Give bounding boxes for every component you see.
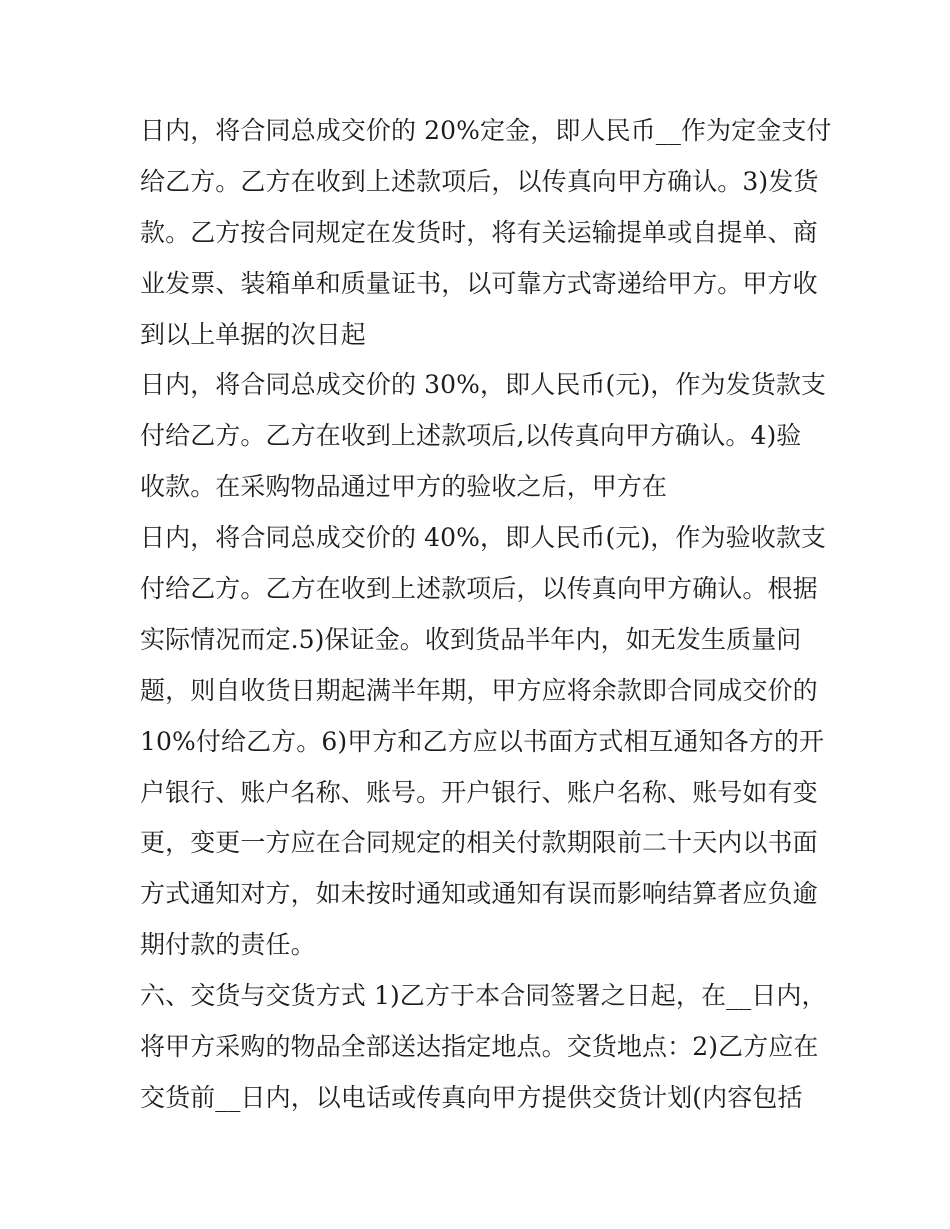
text-line: 将甲方采购的物品全部送达指定地点。交货地点：2)乙方应在 [140,1032,819,1062]
text-line: 实际情况而定.5)保证金。收到货品半年内，如无发生质量问 [140,624,802,654]
text-line: 日内，将合同总成交价的 40%，即人民币(元)，作为验收款支 [140,523,827,553]
text-line: 方式通知对方，如未按时通知或通知有误而影响结算者应负逾 [140,879,818,909]
text-line: 到以上单据的次日起 [140,319,366,349]
text-line: 户银行、账户名称、账号。开户银行、账户名称、账号如有变 [140,777,818,807]
text-line: 日内，将合同总成交价的 20%定金，即人民币__作为定金支付 [140,116,832,145]
text-line: 期付款的责任。 [140,930,316,960]
text-line: 收款。在采购物品通过甲方的验收之后，甲方在 [140,472,668,502]
text-line: 款。乙方按合同规定在发货时，将有关运输提单或自提单、商 [140,217,818,247]
text-line: 日内，将合同总成交价的 30%，即人民币(元)，作为发货款支 [140,370,827,400]
text-line: 付给乙方。乙方在收到上述款项后,以传真向甲方确认。4)验 [140,421,802,451]
text-line: 10%付给乙方。6)甲方和乙方应以书面方式相互通知各方的开 [140,726,825,756]
text-line: 交货前__日内，以电话或传真向甲方提供交货计划(内容包括 [140,1082,803,1112]
contract-text-body [140,106,830,1124]
text-line: 更，变更一方应在合同规定的相关付款期限前二十天内以书面 [140,828,818,858]
text-line: 给乙方。乙方在收到上述款项后，以传真向甲方确认。3)发货 [140,166,819,196]
text-line: 付给乙方。乙方在收到上述款项后，以传真向甲方确认。根据 [140,574,818,604]
text-line: 题，则自收货日期起满半年期，甲方应将余款即合同成交价的 [140,675,818,705]
text-line: 业发票、装箱单和质量证书，以可靠方式寄递给甲方。甲方收 [140,268,818,298]
section-heading-line: 六、交货与交货方式 1)乙方于本合同签署之日起，在__日内， [140,981,827,1011]
